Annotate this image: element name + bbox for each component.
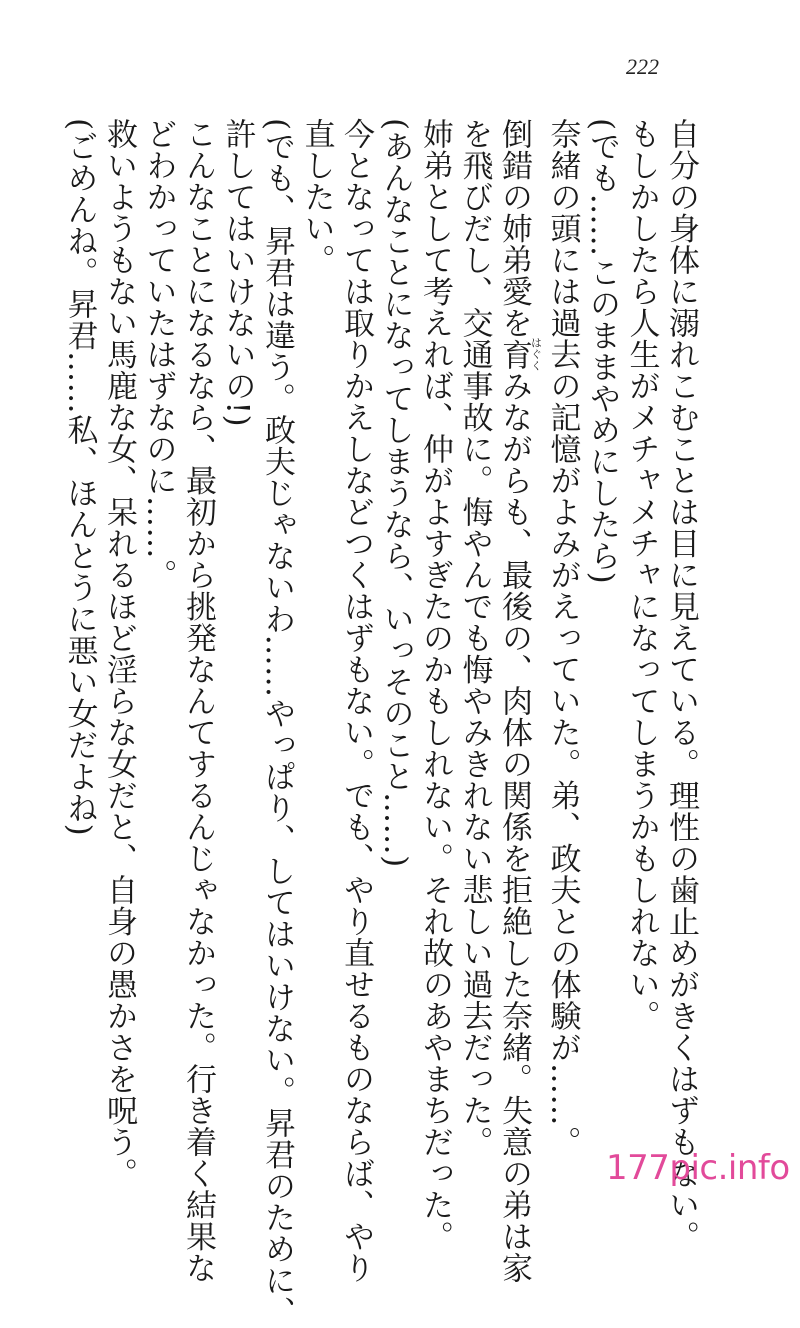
watermark: 177pic.info — [606, 1148, 790, 1188]
text-line: こんなことになるなら、最初から挑発なんてするんじゃなかった。行き着く結果な — [180, 118, 216, 1284]
text-line: どわかっていたはずなのに……。 — [140, 118, 177, 591]
text-line: (でも……このままやめにしたら) — [584, 118, 620, 585]
text-segment: みながらも、最後の、肉体の関係を拒絶した奈緒。失意の弟は家 — [496, 370, 532, 1284]
text-line-with-ruby — [494, 118, 543, 1284]
text-line: 許してはいけないの!) — [219, 118, 256, 428]
text-line: を飛びだし、交通事故に。悔やんでも悔やみきれない悲しい過去だった。 — [456, 118, 493, 1158]
text-line: 今となっては取りかえしなどつくはずもない。でも、やり直せるものならば、やり — [338, 118, 374, 1284]
page-number: 222 — [626, 54, 659, 79]
text-line: (ごめんね。昇君……私、ほんとうに悪い女だよね) — [61, 118, 98, 837]
ruby-annotation — [496, 337, 543, 372]
text-line: 救いようもない馬鹿な女、呆れるほど淫らな女だと、自身の愚かさを呪う。 — [101, 118, 137, 1189]
text-line: 奈緒の頭には過去の記憶がよみがえっていた。弟、政夫との体験が……。 — [544, 118, 581, 1158]
text-line: (でも、昇君は違う。政夫じゃないわ……やっぱり、してはいけない。昇君のために、 — [259, 118, 295, 1328]
text-line: 直したい。 — [298, 118, 335, 276]
text-line: もしかしたら人生がメチャメチャになってしまうかもしれない。 — [623, 118, 660, 1032]
text-line: 自分の身体に溺れこむことは目に見えている。理性の歯止めがきくはずもない。 — [663, 118, 699, 1252]
text-line: 姉弟として考えれば、仲がよすぎたのかもしれない。それ故のあやまちだった。 — [417, 118, 453, 1252]
ruby-base: 育 — [496, 337, 532, 372]
text-line: (あんなことになってしまうなら、いっそのこと……) — [377, 118, 414, 868]
ruby-reading: はぐく — [529, 337, 543, 372]
text-segment: 倒錯の姉弟愛を — [496, 118, 532, 339]
